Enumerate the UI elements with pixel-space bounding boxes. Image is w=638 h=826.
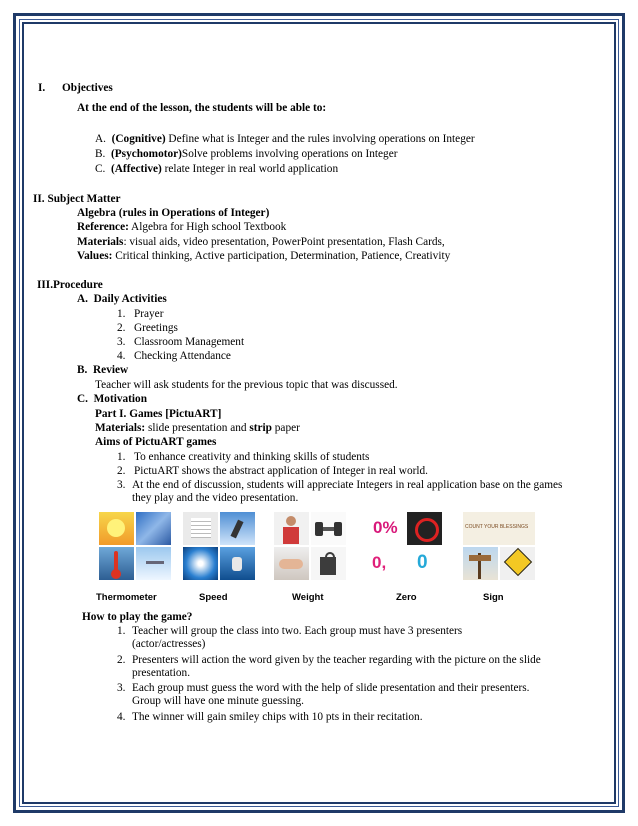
aim-2 — [117, 465, 428, 478]
how-step-2-num: 2. — [117, 654, 126, 666]
daily-letter: A. — [77, 293, 88, 305]
review-heading: Review — [93, 364, 129, 376]
danger-zone-image — [407, 512, 442, 545]
caption-weight: Weight — [292, 592, 324, 603]
how-step-3-text: Each group must guess the word with the help of slide presentation and their presenters. Group will have one minute guessing. — [132, 682, 530, 707]
airplane-image — [136, 547, 171, 580]
zero-percent-text: 0% — [373, 518, 398, 537]
aim-num: 2. — [117, 465, 126, 477]
daily-item-num: 4. — [117, 350, 126, 362]
warning-sign-image — [500, 547, 535, 580]
subject-reference — [77, 221, 286, 234]
aim-num: 1. — [117, 451, 126, 463]
thermometer-picture — [99, 512, 171, 580]
daily-item-3 — [117, 336, 244, 349]
weight-picture — [274, 512, 346, 580]
review-heading-line — [77, 364, 128, 377]
zero-picture — [370, 512, 442, 580]
reference-label: Reference: — [77, 221, 129, 233]
objective-b-letter: B. — [95, 148, 106, 160]
review-letter: B. — [77, 364, 88, 376]
aim-text: To enhance creativity and thinking skills of students — [133, 451, 370, 463]
daily-item-num: 2. — [117, 322, 126, 334]
objective-b-text: Solve problems involving operations on Integer — [181, 148, 398, 160]
objective-a — [95, 133, 475, 146]
daily-item-num: 1. — [117, 308, 126, 320]
zero-digit-text: 0 — [417, 552, 428, 573]
daily-item-text: Prayer — [133, 308, 164, 320]
blessings-text: COUNT YOUR BLESSINGS — [465, 524, 529, 530]
objective-c-letter: C. — [95, 163, 106, 175]
motivation-heading-line — [77, 393, 147, 406]
objective-a-label: (Cognitive) — [111, 133, 166, 145]
objectives-intro: At the end of the lesson, the students will be able to: — [77, 102, 327, 114]
how-step-1-num: 1. — [117, 625, 126, 637]
procedure-heading: III.Procedure — [37, 279, 103, 291]
aims-heading: Aims of PictuART games — [95, 436, 217, 448]
materials-label: Materials — [77, 236, 124, 248]
objective-a-text: Define what is Integer and the rules involving operations on Integer — [165, 133, 475, 145]
aim-3-text: At the end of discussion, students will appreciate Integers in real application base on the games they play and the video presentation. — [132, 479, 563, 504]
how-step-4-num: 4. — [117, 711, 126, 723]
caption-sign: Sign — [483, 592, 504, 603]
daily-item-2 — [117, 322, 178, 335]
daily-item-1 — [117, 308, 163, 321]
objective-c-label: (Affective) — [111, 163, 162, 175]
motivation-materials-end: paper — [271, 422, 300, 434]
objectives-number: I. — [38, 82, 46, 94]
how-step-2-text: Presenters will action the word given by the teacher regarding with the picture on the slide presentation. — [132, 654, 541, 679]
speed-picture — [183, 512, 255, 580]
objective-a-letter: A. — [95, 133, 106, 145]
zero-comma-image — [370, 547, 405, 580]
how-step-3-num: 3. — [117, 682, 126, 694]
thermometer-image — [99, 547, 134, 580]
subject-heading: II. Subject Matter — [33, 193, 121, 205]
blessings-image — [463, 512, 535, 545]
motivation-letter: C. — [77, 393, 88, 405]
how-step-1-text: Teacher will group the class into two. Each group must have 3 presenters (actor/actresses) — [132, 625, 463, 650]
aim-3-num: 3. — [117, 479, 126, 491]
woman-image — [274, 512, 309, 545]
caption-speed: Speed — [199, 592, 228, 603]
daily-item-num: 3. — [117, 336, 126, 348]
how-step-4-text: The winner will gain smiley chips with 10 pts in their recitation. — [132, 711, 423, 723]
values-label: Values: — [77, 250, 113, 262]
zero-digit-image — [407, 547, 442, 580]
hands-image — [274, 547, 309, 580]
sign-picture — [463, 512, 535, 580]
daily-heading: Daily Activities — [93, 293, 167, 305]
motivation-heading: Motivation — [93, 393, 147, 405]
motivation-part: Part I. Games [PictuART] — [95, 408, 222, 420]
daily-activities — [77, 293, 167, 306]
motivation-materials-bold: strip — [249, 422, 272, 434]
runner-image — [220, 547, 255, 580]
zero-percent-image — [370, 512, 405, 545]
daily-item-text: Classroom Management — [133, 336, 245, 348]
motivation-materials-label: Materials: — [95, 422, 146, 434]
objective-c — [95, 163, 338, 176]
motivation-materials — [95, 422, 300, 435]
aim-text: PictuART shows the abstract application of Integer in real world. — [133, 465, 428, 477]
reference-text: Algebra for High school Textbook — [128, 221, 287, 233]
zero-comma-text: 0, — [372, 553, 387, 572]
sprinter-image — [220, 512, 255, 545]
materials-text: : visual aids, video presentation, PowerPoint presentation, Flash Cards, — [123, 236, 445, 248]
wave-image — [183, 547, 218, 580]
daily-item-4 — [117, 350, 231, 363]
caption-zero: Zero — [396, 592, 417, 603]
objective-b-label: (Psychomotor) — [111, 148, 182, 160]
subject-topic: Algebra (rules in Operations of Integer) — [77, 207, 270, 219]
objective-c-text: relate Integer in real world application — [161, 163, 339, 175]
caption-thermometer: Thermometer — [96, 592, 157, 603]
values-text: Critical thinking, Active participation, Determination, Patience, Creativity — [112, 250, 451, 262]
motivation-materials-text: slide presentation and — [145, 422, 250, 434]
aim-1 — [117, 451, 369, 464]
weather-map-image — [136, 512, 171, 545]
objectives-heading: Objectives — [62, 82, 113, 94]
subject-values — [77, 250, 450, 263]
dumbbell-image — [311, 512, 346, 545]
review-text: Teacher will ask students for the previous topic that was discussed. — [95, 379, 398, 391]
objective-b — [95, 148, 397, 161]
weight-block-image — [311, 547, 346, 580]
signpost-image — [463, 547, 498, 580]
how-heading: How to play the game? — [82, 611, 193, 623]
paper-stack-image — [183, 512, 218, 545]
daily-item-text: Checking Attendance — [133, 350, 231, 362]
subject-materials — [77, 236, 445, 249]
daily-item-text: Greetings — [133, 322, 178, 334]
sun-image — [99, 512, 134, 545]
